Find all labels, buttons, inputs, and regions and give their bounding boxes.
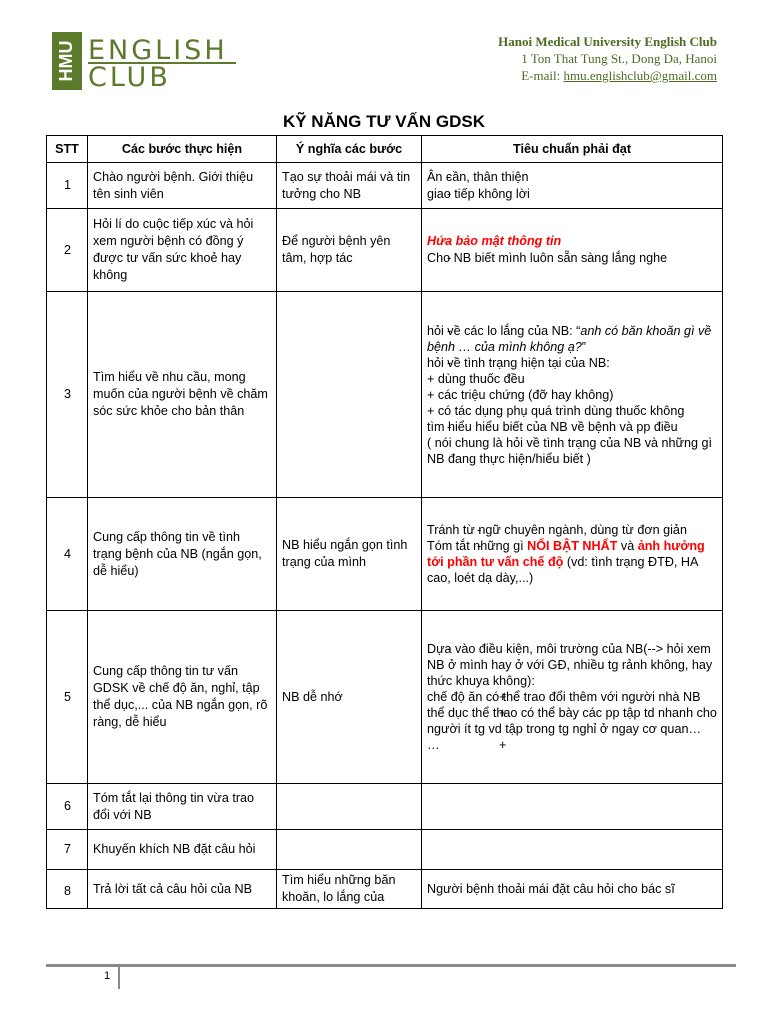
table-row (47, 292, 723, 498)
criteria-quote: anh có băn khoăn gì về bệnh … của mình không ạ? (427, 323, 712, 354)
criteria-cell: Người bệnh thoải mái đặt câu hỏi cho bác sĩ (422, 870, 723, 909)
criteria-highlight: NỔI BẬT NHẤT (527, 539, 618, 553)
criteria-cell (422, 292, 723, 498)
step-cell: Hỏi lí do cuộc tiếp xúc và hỏi xem người bệnh có đồng ý được tư vấn sức khoẻ hay không (88, 209, 277, 292)
email-label: E-mail: (521, 68, 561, 83)
criteria-item: - Tránh từ ngữ chuyên ngành, dùng từ đơn giản (427, 522, 718, 538)
step-cell: Chào người bệnh. Giới thiệu tên sinh viên (88, 163, 277, 209)
criteria-text: - tìm hiểu hiểu biết của NB về bệnh và pp điều (427, 419, 678, 434)
criteria-list (427, 641, 718, 689)
step-cell: Khuyến khích NB đặt câu hỏi (88, 830, 277, 870)
criteria-subitem: + các triệu chứng (đỡ hay không) (427, 387, 614, 402)
table-row (47, 209, 723, 292)
table-row (47, 830, 723, 870)
club-logo (52, 30, 238, 92)
criteria-list (427, 169, 718, 203)
logo-line2: CLUB (88, 62, 171, 92)
org-info (498, 33, 717, 84)
footer-divider (46, 964, 736, 967)
criteria-item (427, 355, 718, 419)
criteria-cell (422, 209, 723, 292)
criteria-subitem: + … (427, 737, 718, 753)
table-row (47, 784, 723, 830)
header-stt: STT (47, 136, 88, 163)
criteria-item: - Cho NB biết mình luôn sẵn sàng lắng nghe (427, 250, 718, 267)
meaning-cell: NB hiểu ngắn gọn tình trạng của mình (277, 498, 422, 611)
meaning-cell: NB dễ nhớ (277, 611, 422, 784)
procedure-table (46, 135, 723, 909)
row-number: 8 (47, 870, 88, 909)
criteria-cell (422, 784, 723, 830)
criteria-subitem: + thể dục thể thao có thể bày các pp tập td nhanh cho người ít tg vd tập trong tg nghỉ ở ngay cơ quan… (427, 705, 718, 737)
criteria-item: - giao tiếp không lời (427, 186, 718, 203)
meaning-cell: Tìm hiểu những băn khoăn, lo lắng của (277, 870, 422, 909)
criteria-sublist (427, 689, 718, 753)
criteria-text: và (620, 539, 635, 553)
criteria-cell (422, 611, 723, 784)
criteria-list (427, 323, 718, 467)
meaning-cell (277, 830, 422, 870)
criteria-text: (vd: tình trạng ĐTĐ, HA cao, loét dạ dày,...) (427, 555, 698, 585)
criteria-cell (422, 163, 723, 209)
header-step: Các bước thực hiện (88, 136, 277, 163)
criteria-item (427, 323, 718, 355)
header-criteria: Tiêu chuẩn phải đạt (422, 136, 723, 163)
row-number: 4 (47, 498, 88, 611)
logo-line1: ENGLISH (88, 35, 228, 66)
meaning-cell (277, 784, 422, 830)
criteria-list (427, 233, 718, 267)
table-header-row (47, 136, 723, 163)
criteria-list (427, 522, 718, 586)
header-meaning: Ý nghĩa các bước (277, 136, 422, 163)
step-cell: Cung cấp thông tin về tình trạng bệnh của NB (ngắn gọn, dễ hiểu) (88, 498, 277, 611)
meaning-cell: Tạo sự thoải mái và tin tưởng cho NB (277, 163, 422, 209)
step-cell: Trả lời tất cả câu hỏi của NB (88, 870, 277, 909)
criteria-highlight: ảnh hưởng tới phần tư vấn chế độ (427, 539, 705, 569)
row-number: 7 (47, 830, 88, 870)
criteria-item (427, 538, 718, 586)
row-number: 2 (47, 209, 88, 292)
criteria-text: Tóm tắt những gì (427, 539, 524, 553)
criteria-item (427, 419, 718, 467)
criteria-cell (422, 830, 723, 870)
criteria-item: - Dựa vào điều kiện, môi trường của NB(--> hỏi xem NB ở mình hay ở với GĐ, nhiều tg rảnh không, hay thức khuya không): (427, 641, 718, 689)
criteria-item-highlight: - Hứa bảo mật thông tin (427, 233, 718, 250)
table-row (47, 611, 723, 784)
criteria-text: ” (581, 339, 586, 354)
criteria-subitem: + dùng thuốc đều (427, 371, 525, 386)
org-name: Hanoi Medical University English Club (498, 34, 717, 49)
meaning-cell: Để người bệnh yên tâm, hợp tác (277, 209, 422, 292)
criteria-item: - Ân cần, thân thiện (427, 169, 718, 186)
meaning-cell (277, 292, 422, 498)
org-address: 1 Ton That Tung St., Dong Da, Hanoi (521, 51, 717, 66)
table-row (47, 163, 723, 209)
row-number: 5 (47, 611, 88, 784)
org-email-line (498, 67, 717, 84)
step-cell: Tóm tắt lại thông tin vừa trao đổi với NB (88, 784, 277, 830)
page-number: 1 (104, 970, 111, 982)
step-cell: Cung cấp thông tin tư vấn GDSK về chế độ ăn, nghỉ, tập thể dục,... của NB ngắn gọn, rõ ràng, dễ hiểu (88, 611, 277, 784)
footer-tick (118, 967, 120, 989)
criteria-note: ( nói chung là hỏi về tình trạng của NB và những gì NB đang thực hiện/hiểu biết ) (427, 435, 712, 466)
table-row (47, 498, 723, 611)
row-number: 1 (47, 163, 88, 209)
criteria-text: hỏi về các lo lắng của NB: “ (427, 323, 581, 338)
criteria-subitem: + chế độ ăn có thể trao đổi thêm với người nhà NB (427, 689, 718, 705)
criteria-subitem: + có tác dụng phụ quá trình dùng thuốc không (427, 403, 685, 418)
email-link[interactable]: hmu.englishclub@gmail.com (563, 68, 717, 83)
step-cell: Tìm hiểu về nhu cầu, mong muốn của người bệnh về chăm sóc sức khỏe cho bản thân (88, 292, 277, 498)
document-title: KỸ NĂNG TƯ VẤN GDSK (282, 112, 486, 131)
criteria-cell (422, 498, 723, 611)
table-row (47, 870, 723, 909)
criteria-text: - hỏi về tình trạng hiện tại của NB: (427, 355, 610, 370)
logo-mark-text: HMU (55, 40, 76, 82)
row-number: 6 (47, 784, 88, 830)
row-number: 3 (47, 292, 88, 498)
